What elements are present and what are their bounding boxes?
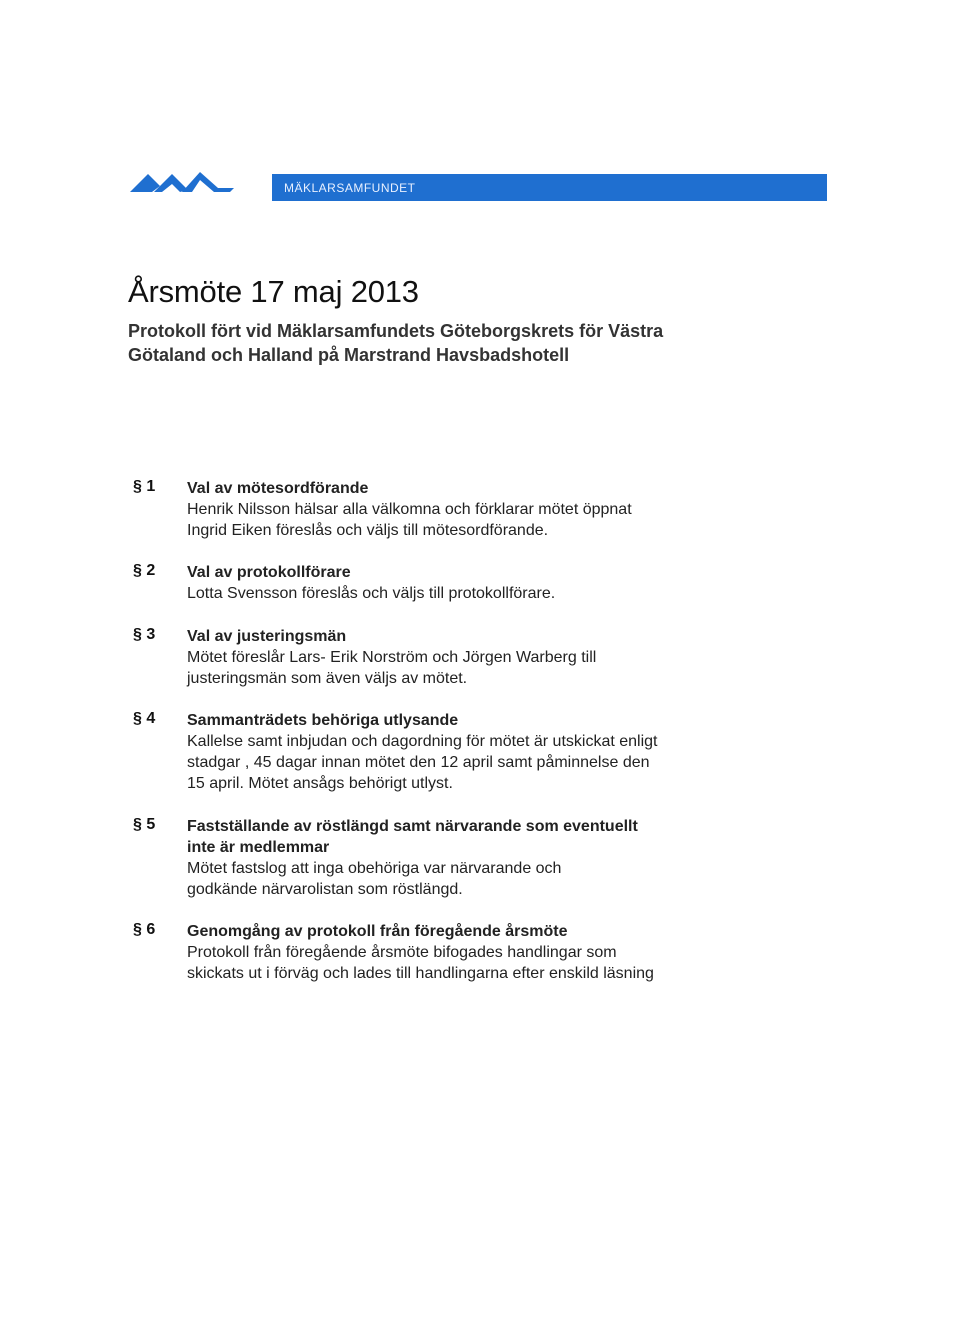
section-heading: Val av protokollförare [187,564,351,581]
section-number: § 3 [133,626,156,643]
section-heading: Fastställande av röstlängd samt närvarande som eventuellt [187,818,638,835]
section-heading: inte är medlemmar [187,839,330,856]
document-title: Årsmöte 17 maj 2013 [128,274,419,309]
header-banner [272,174,827,201]
section-number: § 1 [133,478,156,495]
section-body [187,626,807,689]
section-text-line: Ingrid Eiken föreslås och väljs till mötesordförande. [187,522,549,539]
section-text-line: Lotta Svensson föreslås och väljs till protokollförare. [187,585,556,602]
section-heading: Sammanträdets behöriga utlysande [187,712,459,729]
section-text-line: skickats ut i förväg och lades till handlingarna efter enskild läsning [187,965,654,982]
section-heading: Genomgång av protokoll från föregående årsmöte [187,923,568,940]
banner-text: MÄKLARSAMFUNDET [284,180,416,195]
section-body [187,816,807,900]
section-text-line: Kallelse samt inbjudan och dagordning för mötet är utskickat enligt [187,733,658,750]
section-text-line: Mötet föreslår Lars- Erik Norström och Jörgen Warberg till [187,649,597,666]
section-number: § 5 [133,816,156,833]
section-text-line: 15 april. Mötet ansågs behörigt utlyst. [187,775,453,792]
subtitle-line: Protokoll fört vid Mäklarsamfundets Göteborgskrets för Västra [128,321,664,341]
section-text-line: Mötet fastslog att inga obehöriga var närvarande och [187,860,562,877]
section-text-line: Henrik Nilsson hälsar alla välkomna och förklarar mötet öppnat [187,501,632,518]
section-text-line: Protokoll från föregående årsmöte bifogades handlingar som [187,944,617,961]
section-body [187,478,807,541]
section-heading: Val av mötesordförande [187,480,369,497]
section-number: § 2 [133,562,156,579]
section-number: § 6 [133,921,156,938]
subtitle-line: Götaland och Halland på Marstrand Havsbadshotell [128,345,570,365]
section-text-line: godkände närvarolistan som röstlängd. [187,881,463,898]
section-body [187,921,807,984]
maklarsamfundet-logo-icon [130,170,234,192]
section-body [187,710,807,794]
document-subtitle [128,319,808,367]
section-text-line: justeringsmän som även väljs av mötet. [187,670,468,687]
section-body [187,562,807,604]
section-text-line: stadgar , 45 dagar innan mötet den 12 april samt påminnelse den [187,754,650,771]
section-number: § 4 [133,710,156,727]
section-heading: Val av justeringsmän [187,628,347,645]
